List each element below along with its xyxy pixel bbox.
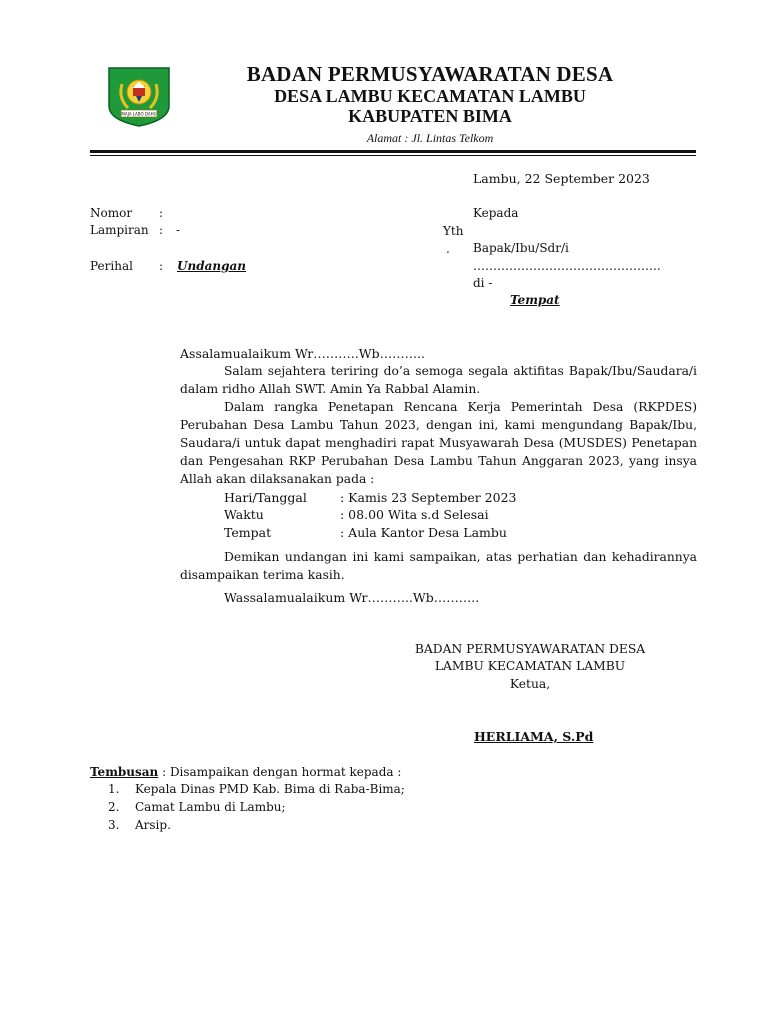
body-paragraph-2	[180, 398, 697, 488]
recipient-dots: ………………………………………..	[473, 259, 661, 273]
body-paragraph-3	[180, 548, 697, 584]
header-org-name: BADAN PERMUSYAWARATAN DESA	[246, 62, 614, 86]
recipient-addressee: Bapak/Ibu/Sdr/i	[473, 241, 569, 255]
tembusan-num-1: 1.	[108, 782, 120, 796]
perihal-colon: :	[159, 259, 164, 273]
tembusan-header	[90, 765, 401, 779]
schedule-value-place: : Aula Kantor Desa Lambu	[340, 525, 507, 540]
perihal-label: Perihal	[90, 259, 133, 273]
lampiran-colon: :	[159, 223, 164, 237]
tembusan-num-2: 2.	[108, 800, 120, 814]
regency-emblem-logo	[106, 66, 172, 128]
logo-banner-text: MAJA LABO DAHU	[121, 111, 157, 117]
recipient-yth-dot: .	[446, 242, 450, 256]
recipient-di: di -	[473, 276, 493, 290]
recipient-tempat: Tempat	[510, 293, 560, 307]
signature-name: HERLIAMA, S.Pd	[474, 729, 594, 744]
nomor-label: Nomor	[90, 206, 133, 220]
schedule-value-time: : 08.00 Wita s.d Selesai	[340, 507, 489, 522]
header-rule-thick	[90, 150, 696, 153]
schedule-label-time: Waktu	[224, 507, 264, 522]
perihal-value: Undangan	[177, 259, 246, 273]
header-rule-thin	[90, 155, 696, 156]
tembusan-item-2: Camat Lambu di Lambu;	[135, 800, 286, 814]
recipient-yth: Yth	[443, 224, 464, 238]
paragraph-3-text: Demikan undangan ini kami sampaikan, atas perhatian dan kehadirannya disampaikan terima kasih.	[180, 550, 697, 582]
header-address: Alamat : Jl. Lintas Telkom	[366, 131, 494, 145]
header-village: DESA LAMBU KECAMATAN LAMBU	[274, 86, 586, 106]
nomor-colon: :	[159, 206, 164, 220]
lampiran-value: -	[176, 223, 181, 237]
paragraph-2-text: Dalam rangka Penetapan Rencana Kerja Pemerintah Desa (RKPDES) Perubahan Desa Lambu Tahun 2023, dengan ini, kami mengundang Bapak/Ibu, Saudara/i untuk dapat menghadiri rapat Musyawarah Desa (MUSDES) Penetapan dan Pengesahan RKP Perubahan Desa Lambu Tahun Anggaran 2023, yang insya Allah akan dilaksanakan pada :	[180, 400, 697, 486]
recipient-kepada: Kepada	[473, 206, 519, 220]
signature-role: Ketua,	[509, 677, 551, 691]
date-place: Lambu, 22 September 2023	[473, 171, 650, 186]
paragraph-1-text: Salam sejahtera teriring do’a semoga segala aktifitas Bapak/Ibu/Saudara/i dalam ridho Allah SWT. Amin Ya Rabbal Alamin.	[180, 364, 697, 396]
body-paragraph-1	[180, 362, 697, 398]
closing-greeting: Wassalamualaikum Wr………..Wb………..	[224, 590, 480, 605]
tembusan-label: Tembusan	[90, 765, 159, 779]
schedule-value-day: : Kamis 23 September 2023	[340, 490, 517, 505]
signature-org-line2: LAMBU KECAMATAN LAMBU	[434, 659, 626, 673]
schedule-label-day: Hari/Tanggal	[224, 490, 307, 505]
lampiran-label: Lampiran	[90, 223, 149, 237]
signature-org-line1: BADAN PERMUSYAWARATAN DESA	[414, 642, 646, 656]
tembusan-intro: : Disampaikan dengan hormat kepada :	[158, 765, 402, 779]
greeting: Assalamualaikum Wr………..Wb………..	[180, 346, 426, 361]
tembusan-item-3: Arsip.	[135, 818, 171, 832]
schedule-label-place: Tempat	[224, 525, 272, 540]
tembusan-item-1: Kepala Dinas PMD Kab. Bima di Raba-Bima;	[135, 782, 405, 796]
tembusan-num-3: 3.	[108, 818, 120, 832]
header-regency: KABUPATEN BIMA	[348, 106, 512, 126]
